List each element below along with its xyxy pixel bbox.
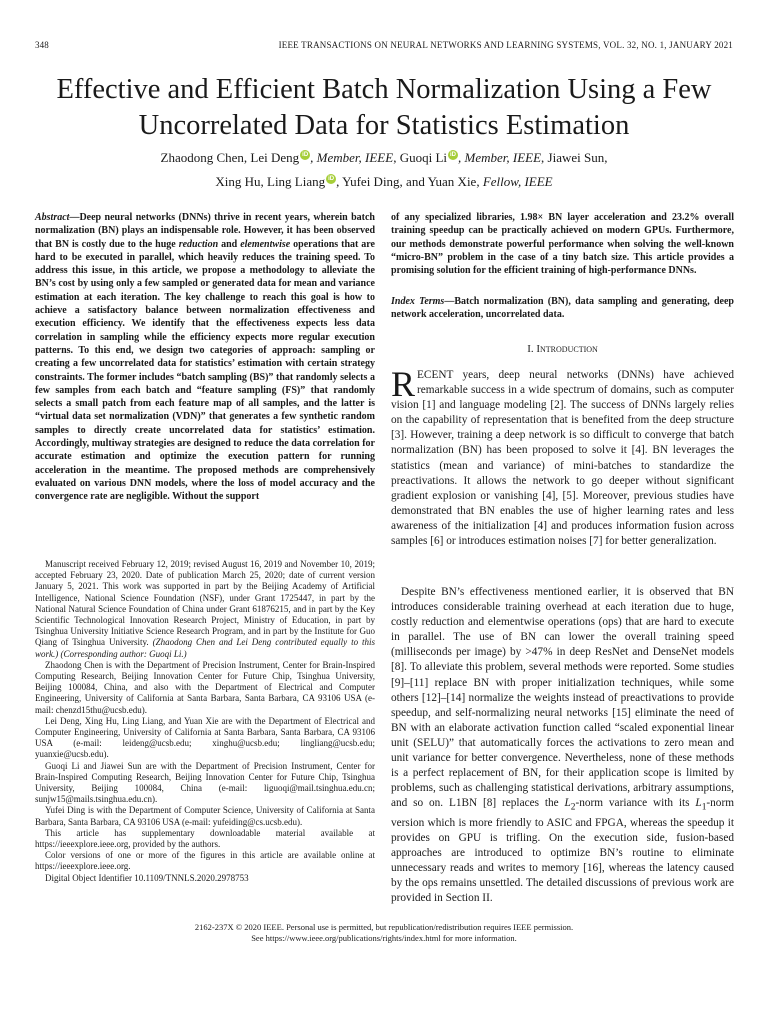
section-title: Introduction xyxy=(536,343,598,355)
index-terms-text: Batch normalization (BN), data sampling and generating, deep network acceleration, uncorrelated data. xyxy=(391,296,734,321)
footnote-doi: Digital Object Identifier 10.1109/TNNLS.2020.2978753 xyxy=(45,872,249,883)
copyright-notice xyxy=(35,922,733,944)
index-terms xyxy=(391,295,734,322)
footnotes xyxy=(35,559,375,884)
intro-paragraph-2 xyxy=(391,585,734,906)
copyright-line-1: 2162-237X © 2020 IEEE. Personal use is permitted, but republication/redistribution requires IEEE permission. xyxy=(194,922,574,932)
author-names-2: , Guoqi Li xyxy=(393,150,447,165)
drop-cap: R xyxy=(391,364,416,404)
abstract-emphasis-elementwise: elementwise xyxy=(240,238,291,250)
footnote-affiliation-deng: Lei Deng, Xing Hu, Ling Liang, and Yuan Xie are with the Department of Electrical and Computer Engineering, University of California at Santa Barbara, Santa Barbara, CA 93106 USA (e-mail: leideng@ucsb.edu; xinghu@ucsb.edu; lingliang@ucsb.edu; yuanxie@ucsb.edu). xyxy=(35,715,375,760)
abstract-label: Abstract xyxy=(35,212,70,223)
section-number: I. xyxy=(527,343,537,355)
footnote-affiliation-ding: Yufei Ding is with the Department of Computer Science, University of California at Santa Barbara, Santa Barbara, CA 93106 USA (e-mail: yufeiding@cs.ucsb.edu). xyxy=(35,805,375,827)
page-number: 348 xyxy=(35,40,49,50)
math-subscript: 1 xyxy=(701,802,707,813)
footnote-affiliation-li: Guoqi Li and Jiawei Sun are with the Department of Precision Instrument, Center for Brain-Inspired Computing Research, Beijing Innovation Center for Future Chip, Tsinghua University, Beijing 100084, China (e-mail: liguoqi@mail.tsinghua.edu.cn; sunjw15@mails.tsinghua.edu.cn). xyxy=(35,760,375,805)
abstract-continued: of any specialized libraries, 1.98× BN layer acceleration and 23.2% overall training speedup can be practically achieved on modern GPUs. Furthermore, our methods demonstrate powerful performance when solving the well-known “micro-BN” problem in the case of a tiny batch size. This article provides a promising solution for the efficient training of high-performance DNNs. xyxy=(391,212,734,277)
index-terms-dash: — xyxy=(444,296,455,307)
abstract-text-2: and xyxy=(218,238,241,250)
author-names-3: , Jiawei Sun, xyxy=(541,150,608,165)
abstract-text-1: Deep neural networks (DNNs) thrive in recent years, wherein batch normalization (BN) plays an indispensable role. However, it has been observed that BN is costly due to the huge xyxy=(35,212,375,250)
intro-paragraph-1 xyxy=(391,364,734,549)
intro-paragraph-2-text-c: -norm version which is more friendly to ASIC and FPGA, whereas the speedup it provides on GPU is trifling. On the execution side, fusion-based approaches are introduced to optimize BN’s routine to eliminate unnecessary reads and writes to memory [16], whereas the latency caused by the ops remains unsettled. The detailed discussions of previous work are provided in Section II. xyxy=(391,797,734,905)
intro-paragraph-2-text-a: Despite BN’s effectiveness mentioned earlier, it is observed that BN introduces considerable training overhead at each iteration due to huge, costly reduction and elementwise operations (ops) that are hard to execute in parallel. The use of BN can lower the overall training speed (milliseconds per image) by >47% in deep ResNet and DenseNet models [8]. To alleviate this problem, several methods were reported. Some studies [9]–[11] replace BN with proper initialization techniques, while some others [12]–[14] normalize the weights instead of preactivations to provide speedup, and self-normalizing neural networks [15] eliminate the need of BN with an elaborate activation function called “scaled exponential linear unit (SELU)” that automatically forces the activations to zero mean and unit variance for better convergence. Nevertheless, none of these methods is a perfect replacement of BN, for their application scope is limited by problems, such as challenging statistical derivations, arbitrary assumptions, and so on. L1BN [8] replaces the xyxy=(391,586,734,810)
orcid-icon[interactable]: iD xyxy=(328,176,335,182)
abstract-emphasis-reduction: reduction xyxy=(178,238,219,250)
math-L: L xyxy=(695,797,702,810)
author-names-1: Zhaodong Chen, Lei Deng xyxy=(160,150,300,165)
abstract-dash: — xyxy=(69,212,80,223)
footnote-received-text: Manuscript received February 12, 2019; revised August 16, 2019 and November 10, 2019; accepted February 23, 2020. Date of publication March 25, 2020; date of current version January 5, 2021. This work was supported in part by the Beijing Academy of Artificial Intelligence, National Science Foundation (NSF), under Grant 1725447, in part by the National Natural Science Foundation of China under Grant 61876215, and in part by the Key Scientific Technological Innovation Research Project, Ministry of Education, in part by Tsinghua University Initiative Science Research Program, and in part by the Institute for Guo Qiang of Tsinghua University. xyxy=(35,559,375,648)
author-names-4: Xing Hu, Ling Liang xyxy=(215,174,326,189)
author-line-2 xyxy=(40,174,728,190)
author-role: , Member, IEEE xyxy=(458,150,542,165)
copyright-line-2: See https://www.ieee.org/publications/rights/index.html for more information. xyxy=(251,933,517,943)
abstract xyxy=(35,211,375,504)
orcid-icon[interactable]: iD xyxy=(302,152,309,158)
author-role: Fellow, IEEE xyxy=(479,174,553,189)
index-terms-label: Index Terms xyxy=(391,296,445,307)
math-subscript: 2 xyxy=(570,802,576,813)
journal-header: IEEE TRANSACTIONS ON NEURAL NETWORKS AND LEARNING SYSTEMS, VOL. 32, NO. 1, JANUARY 2021 xyxy=(278,40,733,50)
footnote-supplementary: This article has supplementary downloadable material available at https://ieeexplore.ieee.org, provided by the authors. xyxy=(35,827,375,850)
author-role: , Member, IEEE xyxy=(310,150,394,165)
footnote-received-note: (Zhaodong Chen and Lei Deng contributed equally to this work.) (Corresponding author: Guoqi Li.) xyxy=(35,637,375,659)
intro-paragraph-1-text: ECENT years, deep neural networks (DNNs) have achieved remarkable success in a wide spectrum of domains, such as computer vision [1] and language modeling [2]. The success of DNNs largely relies on the capability of representation that is benefited from the deep structure [3]. However, training a deep network is so difficult to converge that batch normalization (BN) has been proposed to solve it [4]. BN leverages the statistics (mean and variance) of mini-batches to standardize the preactivations. It allows the network to go deeper without significant gradient explosion or vanishing [4], [5]. Moreover, previous studies have demonstrated that BN enables the use of higher learning rates and less awareness of the initialization [4] and produces information fusion across samples [6] or introduces estimation noises [7] for better generalization. xyxy=(391,369,734,548)
footnote-received xyxy=(35,559,375,660)
author-names-5: , Yufei Ding, and Yuan Xie, xyxy=(336,174,480,189)
footnote-color: Color versions of one or more of the figures in this article are available online at https://ieeexplore.ieee.org. xyxy=(35,850,375,872)
paper-title: Effective and Efficient Batch Normalization Using a Few Uncorrelated Data for Statistics Estimation xyxy=(56,74,712,141)
intro-paragraph-2-text-b: -norm variance with its xyxy=(575,797,696,810)
math-L: L xyxy=(564,797,571,810)
orcid-icon[interactable]: iD xyxy=(450,152,456,158)
footnote-affiliation-chen: Zhaodong Chen is with the Department of Precision Instrument, Center for Brain-Inspired Computing Research, Beijing Innovation Center for Future Chip, Tsinghua University, Beijing 100084, China, and also with the Department of Electrical and Computer Engineering, University of California at Santa Barbara, Santa Barbara, CA 93106 USA (e-mail: chenzd15thu@ucsb.edu). xyxy=(35,659,375,715)
section-heading-introduction xyxy=(391,343,734,355)
abstract-text-3: operations that are hard to be executed in parallel, which heavily reduces the training speed. To address this issue, in this article, we propose a methodology to alleviate the BN’s cost by using only a few sampled or generated data for mean and variance estimation at each iteration. The key challenge to reach this goal is how to achieve a satisfactory balance between normalization effectiveness and execution efficiency. We identify that the effectiveness expects less data correlation in sampling while the efficiency expects more regular execution patterns. To this end, we design two categories of approach: sampling or creating a few uncorrelated data for statistics’ estimation with certain strategy constraints. The former includes “batch sampling (BS)” that randomly selects a few samples from each batch and “feature sampling (FS)” that randomly selects a small patch from each feature map of all samples, and the latter is “virtual data set normalization (VDN)” that generates a few synthetic random samples to directly create uncorrelated data for statistics’ estimation. Accordingly, multiway strategies are designed to reduce the data correlation for accurate estimation and optimize the execution pattern for running acceleration in the meantime. The proposed methods are comprehensively evaluated on various DNN models, where the loss of model accuracy and the convergence rate are negligible. Without the support xyxy=(35,238,375,503)
author-line-1 xyxy=(40,150,728,166)
